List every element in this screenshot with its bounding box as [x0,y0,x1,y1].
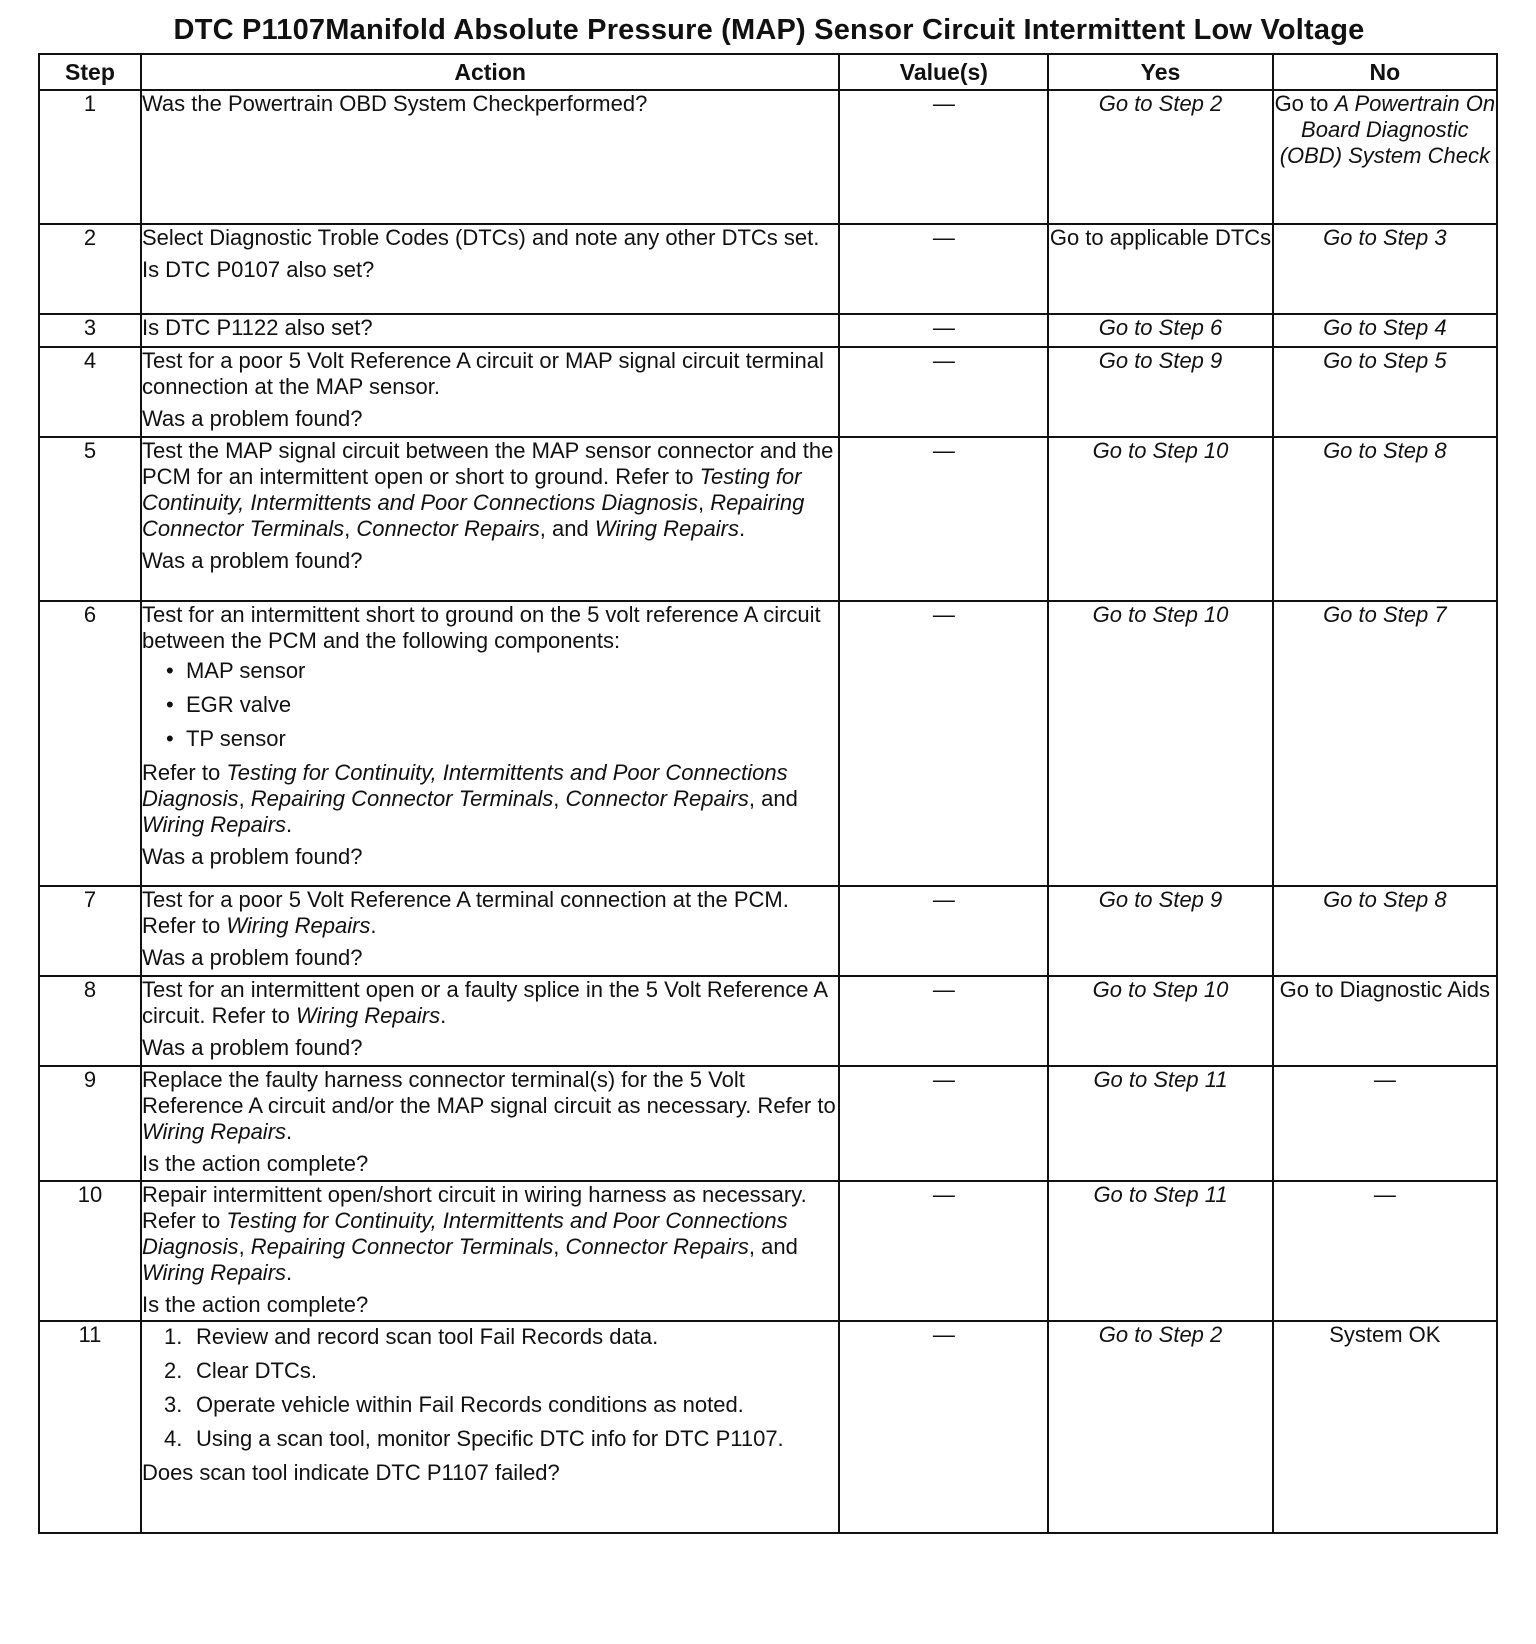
no-cell: Go to Step 7 [1273,601,1497,886]
action-cell [141,347,839,437]
header-yes: Yes [1048,54,1272,90]
header-values: Value(s) [839,54,1048,90]
table-row [39,976,1497,1066]
action-text: Select Diagnostic Troble Codes (DTCs) and note any other DTCs set. [141,225,820,250]
reference-link: Testing for Continuity, Intermittents and Poor Connections Diagnosis [141,760,788,811]
value-dash: — [932,225,955,250]
action-cell [141,314,839,347]
step-number: 6 [39,601,141,886]
reference-link: Repairing Connector Terminals [250,1234,554,1259]
action-text: Test for a poor 5 Volt Reference A terminal connection at the PCM. Refer to Wiring Repairs. [141,887,789,938]
action-question: Does scan tool indicate DTC P1107 failed? [141,1460,560,1485]
diagnostic-table [38,53,1498,1534]
yes-cell: Go to Step 2 [1048,1321,1272,1533]
table-header-row [39,54,1497,90]
action-question: Is DTC P0107 also set? [141,257,375,282]
action-cell [141,437,839,601]
step-number: 1 [39,90,141,224]
header-action: Action [141,54,839,90]
action-text: Test the MAP signal circuit between the MAP sensor connector and the PCM for an intermittent open or short to ground. Refer to Testing for Continuity, Intermittents and Poor Connections Diagnosis, Repairing Connector Terminals, Connector Repairs, and Wiring Repairs. [141,438,834,541]
document-title: DTC P1107Manifold Absolute Pressure (MAP) Sensor Circuit Intermittent Low Voltage [173,14,1365,46]
yes-cell: Go to Step 9 [1048,886,1272,976]
no-cell: Go to Step 4 [1273,314,1497,347]
list-text: Clear DTCs. [195,1358,317,1383]
no-cell: — [1273,1181,1497,1321]
step-number: 11 [39,1321,141,1533]
reference-link: Testing for Continuity, Intermittents and Poor Connections Diagnosis [141,464,802,515]
action-text: Is DTC P1122 also set? [141,315,373,340]
action-question: Was a problem found? [141,406,363,431]
reference-link: Wiring Repairs [141,812,287,837]
action-question: Was a problem found? [141,1035,363,1060]
table-row [39,90,1497,224]
value-dash: — [932,315,955,340]
action-cell [141,1321,839,1533]
list-number: 1. [163,1324,183,1349]
list-number: 2. [163,1358,183,1383]
step-number: 9 [39,1066,141,1181]
table-row [39,1181,1497,1321]
value-dash: — [932,1322,955,1347]
yes-cell: Go to Step 11 [1048,1066,1272,1181]
value-dash: — [932,91,955,116]
value-dash: — [932,1067,955,1092]
yes-cell: Go to Step 10 [1048,976,1272,1066]
action-question: Is the action complete? [141,1151,369,1176]
reference-link: Testing for Continuity, Intermittents and Poor Connections Diagnosis [141,1208,788,1259]
reference-link: Wiring Repairs [296,1003,441,1028]
no-cell: Go to Diagnostic Aids [1273,976,1497,1066]
no-cell: Go to Step 3 [1273,224,1497,314]
table-row [39,1321,1497,1533]
header-step: Step [39,54,141,90]
reference-link: Wiring Repairs [594,516,739,541]
list-number: 4. [163,1426,183,1451]
action-cell [141,90,839,224]
table-row [39,224,1497,314]
table-row [39,1066,1497,1181]
list-item [164,1324,838,1350]
action-text: Test for a poor 5 Volt Reference A circuit or MAP signal circuit terminal connection at the MAP sensor. [141,348,824,399]
header-no: No [1273,54,1497,90]
reference-link: Wiring Repairs [141,1260,287,1285]
action-question: Is the action complete? [141,1292,369,1317]
reference-link: Wiring Repairs [226,913,371,938]
yes-cell: Go to Step 9 [1048,347,1272,437]
table-row [39,437,1497,601]
table-row [39,601,1497,886]
value-cell [839,90,1048,224]
procedure-list [142,1324,838,1452]
list-number: 3. [163,1392,183,1417]
reference-link: Connector Repairs [565,1234,749,1259]
value-dash: — [932,887,955,912]
action-sentence: Test for a poor 5 Volt Reference A terminal connection at the PCM. Refer to [141,887,789,938]
action-sentence: Repair intermittent open/short circuit in wiring harness as necessary. Refer to [141,1182,807,1233]
action-sentence: Replace the faulty harness connector terminal(s) for the 5 Volt Reference A circuit and/or the MAP signal circuit as necessary. Refer to [141,1067,836,1118]
component-list [142,658,838,752]
reference-link: Connector Repairs [565,786,749,811]
value-cell [839,886,1048,976]
table-row [39,886,1497,976]
no-text: Go to [1274,91,1335,116]
table-row [39,314,1497,347]
action-sentence: Test for an intermittent open or a faulty splice in the 5 Volt Reference A circuit. Refer to [141,977,827,1028]
step-number: 2 [39,224,141,314]
value-dash: — [932,977,955,1002]
value-cell [839,314,1048,347]
no-cell [1273,90,1497,224]
list-text: Using a scan tool, monitor Specific DTC info for DTC P1107. [195,1426,784,1451]
step-number: 8 [39,976,141,1066]
reference-link: Wiring Repairs [141,1119,287,1144]
no-cell: System OK [1273,1321,1497,1533]
list-item [164,1426,838,1452]
list-item [164,1358,838,1384]
step-number: 5 [39,437,141,601]
value-cell [839,976,1048,1066]
conjunction: and [761,1234,798,1259]
list-text: Review and record scan tool Fail Records data. [195,1324,659,1349]
list-text: Operate vehicle within Fail Records conditions as noted. [195,1392,744,1417]
yes-cell: Go to applicable DTCs [1048,224,1272,314]
step-number: 3 [39,314,141,347]
conjunction: and [552,516,589,541]
value-dash: — [932,1182,955,1207]
action-reference-text: Refer to Testing for Continuity, Intermittents and Poor Connections Diagnosis, Repairing Connector Terminals, Connector Repairs, and Wiring Repairs. [141,760,798,837]
action-text: Test for an intermittent open or a faulty splice in the 5 Volt Reference A circuit. Refer to Wiring Repairs. [141,977,827,1028]
no-cell: — [1273,1066,1497,1181]
no-cell: Go to Step 8 [1273,437,1497,601]
no-cell: Go to Step 8 [1273,886,1497,976]
no-link-text: A Powertrain On Board Diagnostic (OBD) System Check [1279,91,1496,168]
action-cell [141,601,839,886]
step-number: 7 [39,886,141,976]
value-cell [839,1066,1048,1181]
value-dash: — [932,348,955,373]
conjunction: and [761,786,798,811]
action-question: Was a problem found? [141,945,363,970]
action-question: Was a problem found? [141,548,363,573]
action-cell [141,976,839,1066]
reference-link: Connector Repairs [356,516,540,541]
reference-link: Repairing Connector Terminals [250,786,554,811]
value-dash: — [932,438,955,463]
value-cell [839,1321,1048,1533]
reference-link: Repairing Connector Terminals [141,490,805,541]
action-text: Test for an intermittent short to ground on the 5 volt reference A circuit between the PCM and the following components: [141,602,821,653]
no-cell: Go to Step 5 [1273,347,1497,437]
action-question: Was a problem found? [141,844,363,869]
yes-cell: Go to Step 10 [1048,601,1272,886]
yes-cell: Go to Step 2 [1048,90,1272,224]
action-cell [141,1181,839,1321]
refer-label: Refer to [141,760,221,785]
list-item [164,1392,838,1418]
action-sentence: Test the MAP signal circuit between the MAP sensor connector and the PCM for an intermittent open or short to ground. Refer to [141,438,834,489]
action-text: Was the Powertrain OBD System Checkperformed? [141,91,648,116]
table-row [39,347,1497,437]
step-number: 10 [39,1181,141,1321]
action-text: Replace the faulty harness connector terminal(s) for the 5 Volt Reference A circuit and/or the MAP signal circuit as necessary. Refer to Wiring Repairs. [141,1067,836,1144]
value-dash: — [932,602,955,627]
action-cell [141,886,839,976]
value-cell [839,437,1048,601]
action-text: Repair intermittent open/short circuit in wiring harness as necessary. Refer to Testing for Continuity, Intermittents and Poor Connections Diagnosis, Repairing Connector Terminals, Connector Repairs, and Wiring Repairs. [141,1182,807,1285]
yes-cell: Go to Step 6 [1048,314,1272,347]
value-cell [839,1181,1048,1321]
value-cell [839,601,1048,886]
action-cell [141,1066,839,1181]
action-cell [141,224,839,314]
value-cell [839,224,1048,314]
yes-cell: Go to Step 11 [1048,1181,1272,1321]
list-item: • TP sensor [166,726,838,752]
list-item: • MAP sensor [166,658,838,684]
list-item: • EGR valve [166,692,838,718]
yes-cell: Go to Step 10 [1048,437,1272,601]
value-cell [839,347,1048,437]
step-number: 4 [39,347,141,437]
